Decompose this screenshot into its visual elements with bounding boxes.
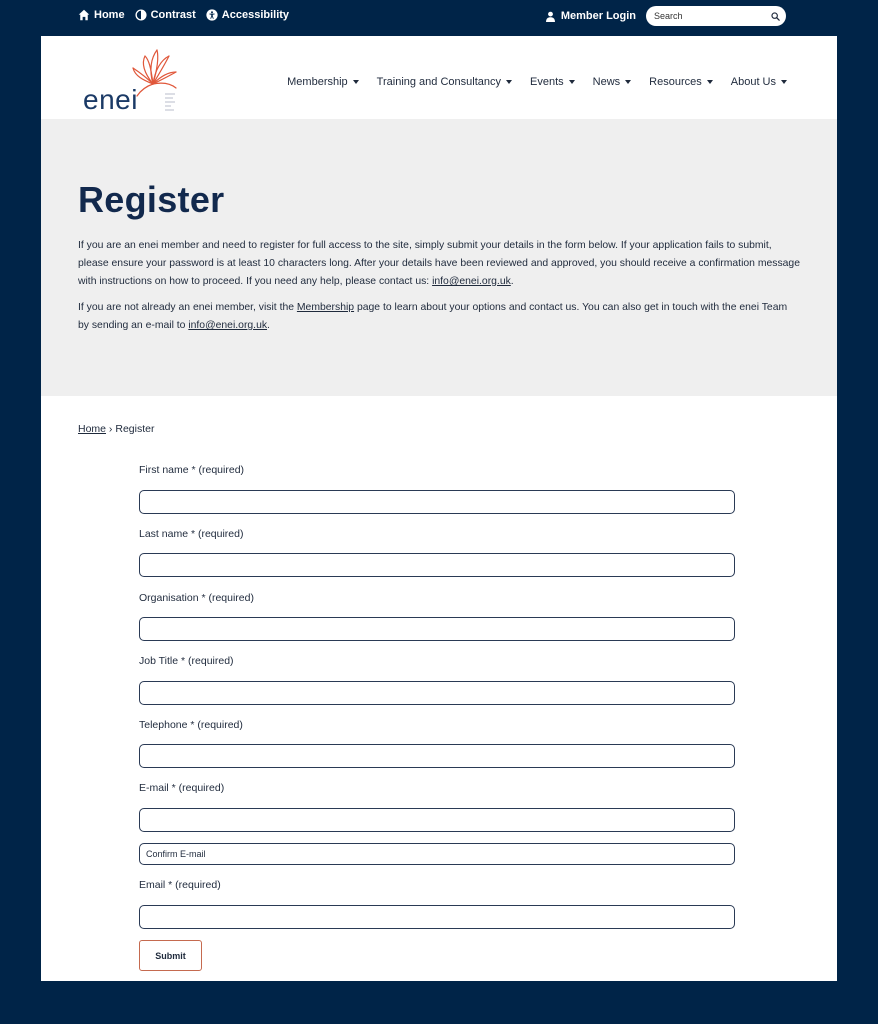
nav-item-label: Membership [287, 76, 348, 88]
job-title-field-group [139, 655, 735, 705]
nav-item-news[interactable] [593, 76, 632, 88]
intro-paragraph-1 [78, 237, 800, 291]
utility-links [78, 9, 289, 21]
intro-text-2a: If you are not already an enei member, visit the [78, 302, 297, 313]
job-title-input[interactable] [139, 681, 735, 705]
telephone-input[interactable] [139, 744, 735, 768]
main-nav [287, 76, 787, 88]
email-label: E-mail * (required) [139, 782, 225, 794]
email2-label: Email * (required) [139, 879, 221, 891]
contact-email-link[interactable]: info@enei.org.uk [432, 276, 511, 287]
punct: . [267, 320, 270, 331]
nav-item-label: Resources [649, 76, 702, 88]
search-input[interactable] [654, 7, 771, 25]
enei-logo[interactable] [83, 44, 178, 114]
nav-item-resources[interactable] [649, 76, 713, 88]
intro-text-1: If you are an enei member and need to register for full access to the site, simply submit your details in the form below. If your application fails to submit, please ensure your password is at least 10 characters long. After your details have been reviewed and approved, you should receive a confirmation message with instructions on how to proceed. If you need any help, please contact us: [78, 240, 800, 287]
first-name-input[interactable] [139, 490, 735, 514]
last-name-input[interactable] [139, 553, 735, 577]
telephone-label: Telephone * (required) [139, 719, 243, 731]
contrast-toggle[interactable] [135, 9, 196, 21]
nav-item-label: News [592, 76, 621, 88]
breadcrumb-home[interactable]: Home [78, 423, 107, 435]
intro-text-2b: page to learn about your options and contact us. You can also get in touch with the enei Team by sending an e-mail to [78, 302, 788, 331]
email-input[interactable] [139, 808, 735, 832]
intro-paragraph-2 [78, 299, 800, 335]
search-box [646, 6, 786, 26]
punct: . [510, 276, 514, 287]
submit-button[interactable]: Submit [139, 940, 202, 971]
accessibility-icon [206, 9, 218, 21]
organisation-input[interactable] [139, 617, 735, 641]
confirm-email-input[interactable] [139, 843, 735, 865]
nav-item-label: About Us [730, 76, 776, 88]
nav-item-label: Training and Consultancy [376, 76, 502, 88]
first-name-label: First name * (required) [139, 464, 245, 476]
caret-down-icon [781, 80, 787, 84]
team-email-link[interactable]: info@enei.org.uk [188, 320, 268, 331]
home-link-label: Home [94, 9, 125, 21]
member-login-link[interactable] [545, 10, 636, 22]
page-container [41, 36, 837, 981]
nav-item-events[interactable] [530, 76, 575, 88]
home-icon [78, 9, 90, 21]
accessibility-label: Accessibility [221, 9, 290, 21]
home-link[interactable] [78, 9, 125, 21]
contrast-icon [135, 9, 147, 21]
breadcrumb-separator: › [106, 423, 116, 435]
caret-down-icon [625, 80, 631, 84]
accessibility-link[interactable] [206, 9, 289, 21]
job-title-label: Job Title * (required) [139, 655, 234, 667]
breadcrumb [78, 423, 154, 435]
contrast-label: Contrast [150, 9, 196, 21]
user-icon [545, 11, 556, 22]
nav-item-label: Events [530, 76, 564, 88]
organisation-label: Organisation * (required) [139, 592, 254, 604]
intro-section [41, 119, 837, 396]
caret-down-icon [569, 80, 575, 84]
logo-text: enei [83, 84, 138, 115]
membership-link[interactable]: Membership [296, 302, 355, 313]
organisation-field-group [139, 592, 735, 641]
top-utility-bar [0, 0, 878, 33]
site-header [41, 36, 837, 119]
email-field-group [139, 782, 735, 865]
caret-down-icon [353, 80, 359, 84]
email2-field-group [139, 879, 735, 929]
search-icon[interactable] [771, 11, 780, 22]
member-login-label: Member Login [560, 10, 636, 22]
utility-right [545, 6, 786, 26]
last-name-label: Last name * (required) [139, 528, 244, 540]
caret-down-icon [506, 80, 512, 84]
email2-input[interactable] [139, 905, 735, 929]
last-name-field-group [139, 528, 735, 577]
page-title: Register [78, 179, 225, 220]
nav-item-training-consultancy[interactable] [377, 76, 512, 88]
caret-down-icon [707, 80, 713, 84]
telephone-field-group [139, 719, 735, 768]
first-name-field-group [139, 464, 735, 514]
nav-item-membership[interactable] [287, 76, 359, 88]
nav-item-about-us[interactable] [731, 76, 787, 88]
breadcrumb-current: Register [115, 423, 155, 435]
